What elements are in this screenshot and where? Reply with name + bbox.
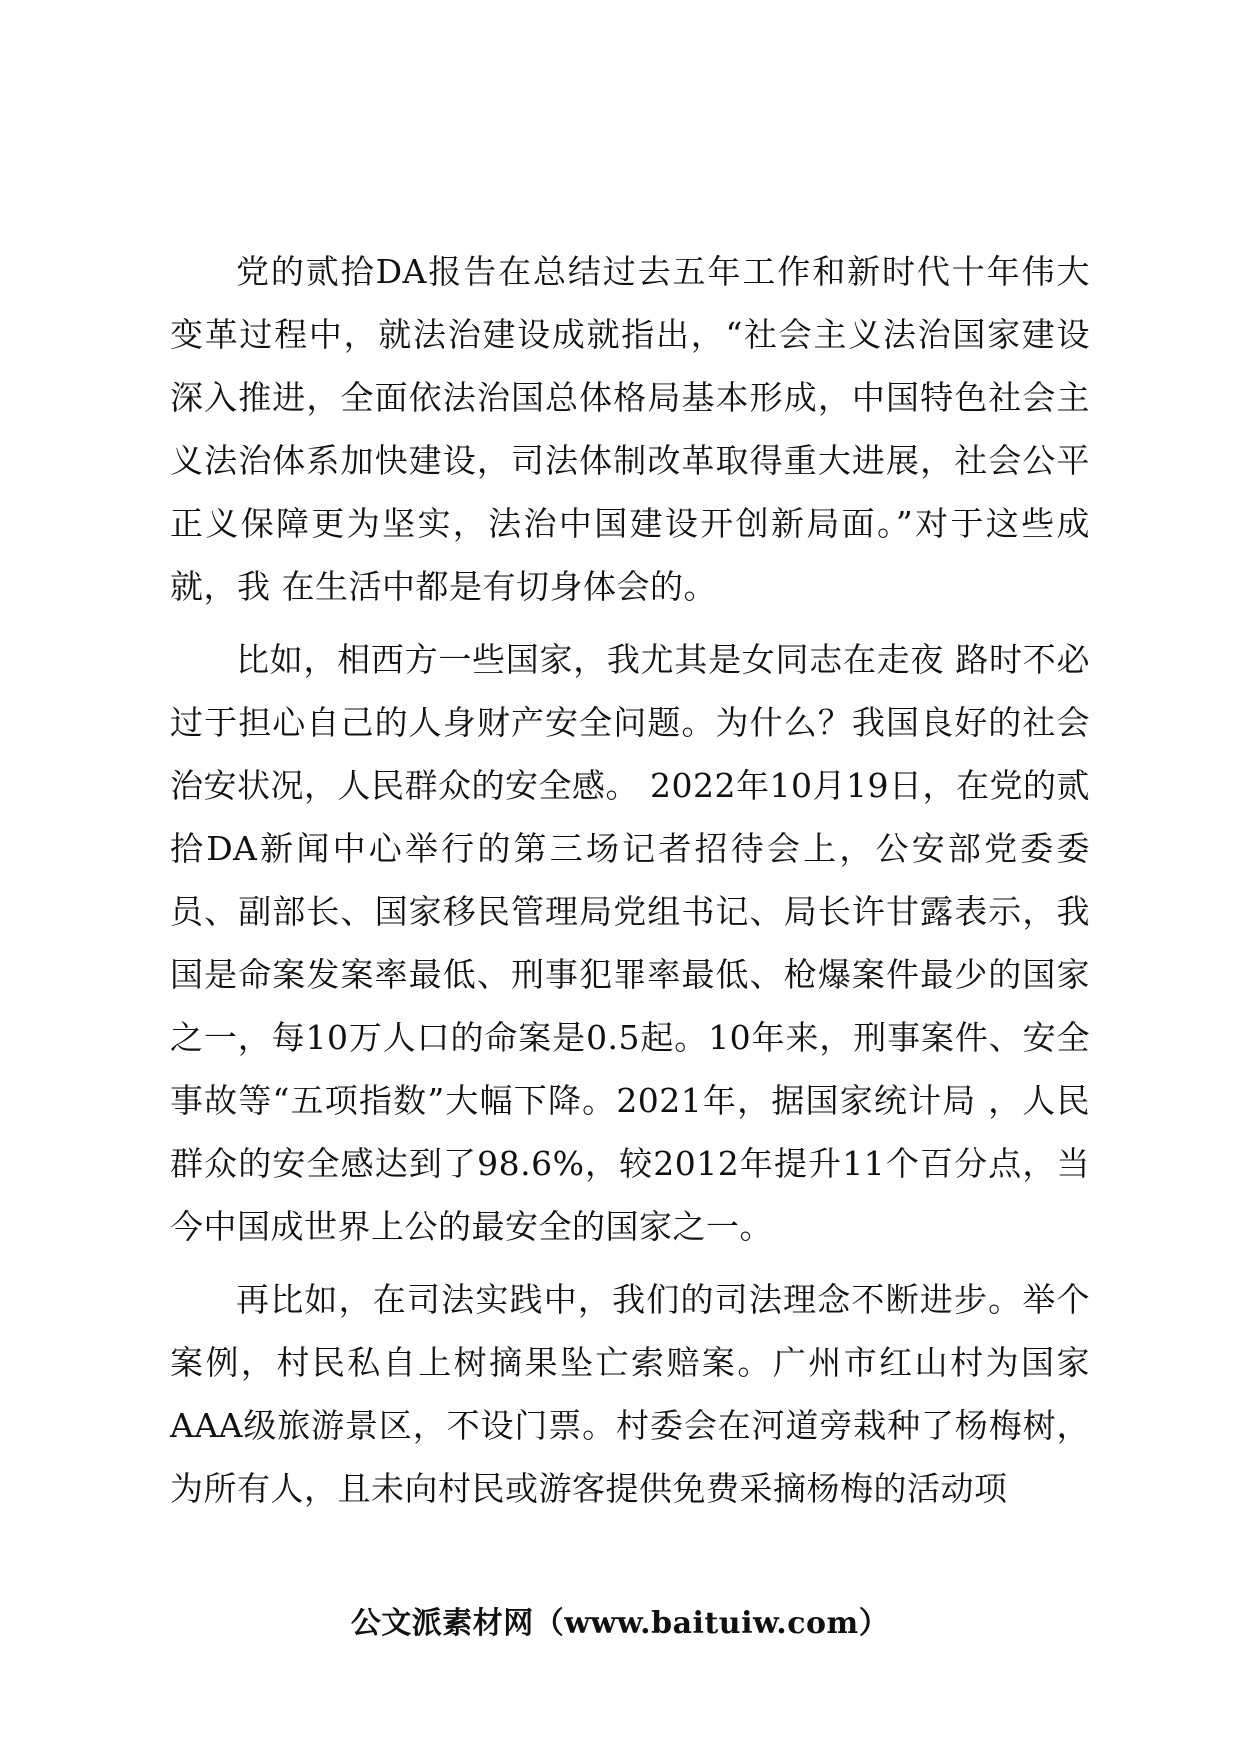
paragraph-2: 比如，相西方一些国家，我尤其是女同志在走夜 路时不必过于担心自己的人身财产安全问题。为什么？我国良好的社会治安状况，人民群众的安全感。 2022年10月19日，在党的贰拾DA新闻中心举行的第三场记者招待会上，公安部党委委员、副部长、国家移民管理局党组书记、局长许甘露表示，我国是命案发案率最低、刑事犯罪率最低、枪爆案件最少的国家之一，每10万人口的命案是0.5起。10年来，刑事案件、安全事故等“五项指数”大幅下降。2021年，据国家统计局 ，人民群众的安全感达到了98.6%，较2012年提升11个百分点，当今中国成世界上公的最安全的国家之一。 [170,640,1090,1246]
footer-source: 公文派素材网（www.baituiw.com） [350,1606,890,1641]
paragraph-3: 再比如，在司法实践中，我们的司法理念不断进步。举个案例，村民私自上树摘果坠亡索赔案。广州市红山村为国家AAA级旅游景区，不设门票。村委会在河道旁栽种了杨梅树，为所有人，且未向村民或游客提供免费采摘杨梅的活动项 [170,1280,1090,1508]
paragraph-1: 党的贰拾DA报告在总结过去五年工作和新时代十年伟大变革过程中，就法治建设成就指出，“社会主义法治国家建设深入推进，全面依法治国总体格局基本形成，中国特色社会主义法治体系加快建设，司法体制改革取得重大进展，社会公平正义保障更为坚实，法治中国建设开创新局面。”对于这些成就，我 在生活中都是有切身体会的。 [170,252,1090,606]
document-body [170,240,1090,1530]
